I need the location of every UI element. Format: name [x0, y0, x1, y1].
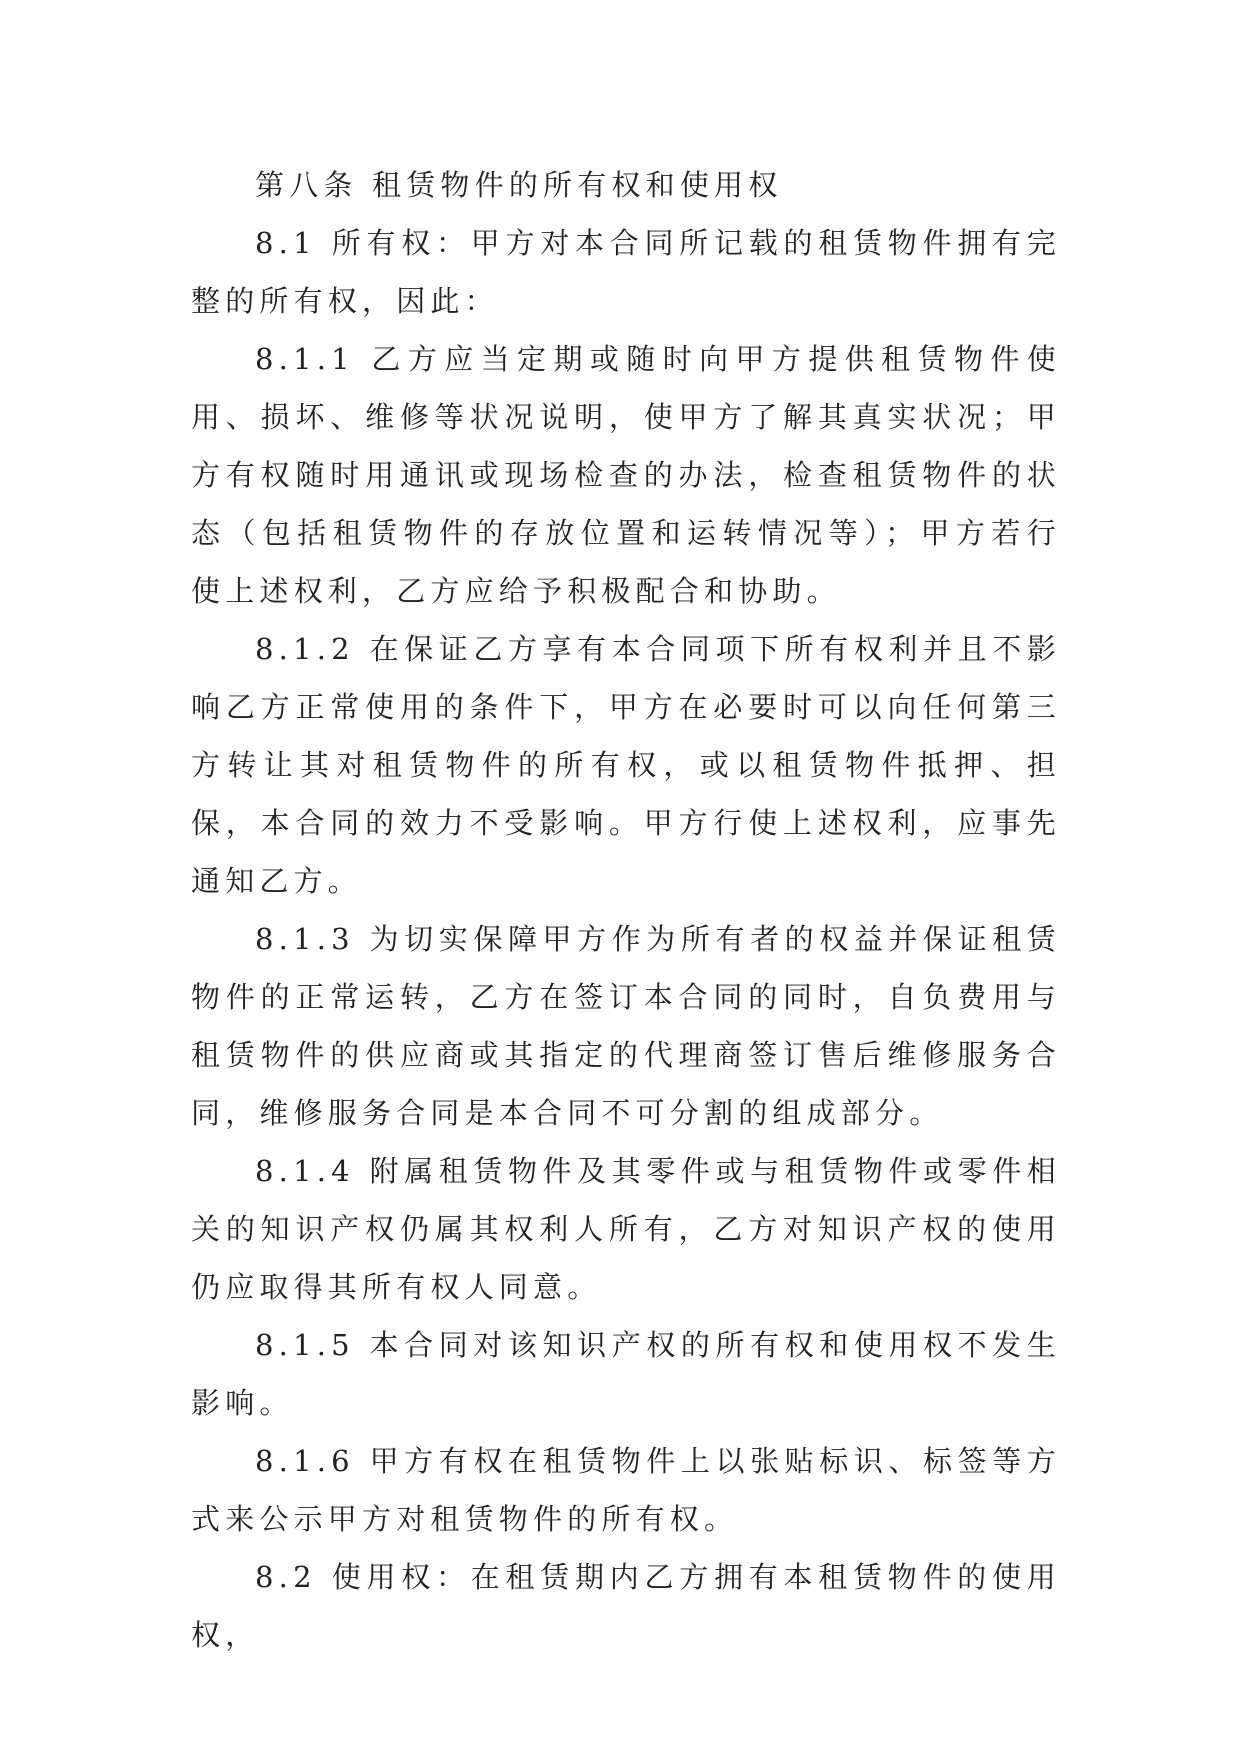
- clause-8-1: 8.1 所有权：甲方对本合同所记载的租赁物件拥有完整的所有权，因此：: [191, 226, 1061, 318]
- clause-8-1-4: 8.1.4 附属租赁物件及其零件或与租赁物件或零件相关的知识产权仍属其权利人所有，乙方对知识产权的使用仍应取得其所有权人同意。: [191, 1154, 1061, 1304]
- clause-8-1-6: 8.1.6 甲方有权在租赁物件上以张贴标识、标签等方式来公示甲方对租赁物件的所有权。: [191, 1444, 1061, 1536]
- article-heading: 第八条 租赁物件的所有权和使用权: [255, 168, 783, 202]
- clause-8-1-2: 8.1.2 在保证乙方享有本合同项下所有权利并且不影响乙方正常使用的条件下，甲方在必要时可以向任何第三方转让其对租赁物件的所有权，或以租赁物件抵押、担保，本合同的效力不受影响。甲方行使上述权利，应事先通知乙方。: [191, 632, 1061, 898]
- clause-8-1-5: 8.1.5 本合同对该知识产权的所有权和使用权不发生影响。: [191, 1328, 1061, 1420]
- clause-8-1-3: 8.1.3 为切实保障甲方作为所有者的权益并保证租赁物件的正常运转，乙方在签订本合同的同时，自负费用与租赁物件的供应商或其指定的代理商签订售后维修服务合同，维修服务合同是本合同不可分割的组成部分。: [191, 922, 1061, 1130]
- clause-8-2: 8.2 使用权：在租赁期内乙方拥有本租赁物件的使用权，: [191, 1560, 1061, 1652]
- clause-8-1-1: 8.1.1 乙方应当定期或随时向甲方提供租赁物件使用、损坏、维修等状况说明，使甲方了解其真实状况；甲方有权随时用通讯或现场检查的办法，检查租赁物件的状态（包括租赁物件的存放位置和运转情况等）；甲方若行使上述权利，乙方应给予积极配合和协助。: [191, 342, 1061, 608]
- document-body: [191, 156, 1061, 1664]
